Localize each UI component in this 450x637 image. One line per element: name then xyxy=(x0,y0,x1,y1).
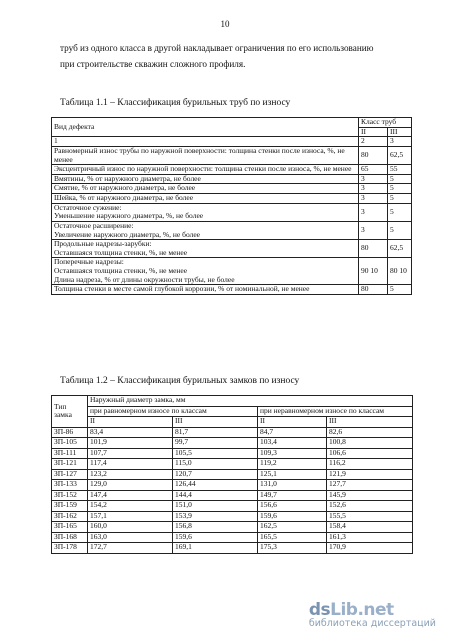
joint-type-cell: ЗП-111 xyxy=(52,448,88,459)
uniform-III-cell: 159,6 xyxy=(173,532,258,543)
joint-type-cell: ЗП-162 xyxy=(52,511,88,522)
table-row xyxy=(52,438,413,449)
class-III-cell: 80 10 xyxy=(388,258,412,285)
table-row xyxy=(52,511,413,522)
class-II-cell: 3 xyxy=(359,174,388,184)
table-header-row xyxy=(52,396,413,407)
nonuniform-II-cell: 109,3 xyxy=(258,448,327,459)
nonuniform-II-cell: 131,0 xyxy=(258,480,327,491)
nonuniform-II-cell: 119,2 xyxy=(258,459,327,470)
dslib-watermark xyxy=(309,600,436,629)
dslib-logo xyxy=(309,600,436,620)
defect-cell: Остаточное сужение: Уменьшение наружного диаметра, %, не более xyxy=(52,203,359,221)
watermark-tagline: библиотека диссертаций xyxy=(308,618,436,629)
class-II-cell: 80 xyxy=(359,285,388,295)
class-III-cell: 5 xyxy=(388,174,412,184)
defect-cell: Шейка, % от наружного диаметра, не более xyxy=(52,194,359,204)
table-row xyxy=(52,469,413,480)
uniform-III-cell: 105,5 xyxy=(173,448,258,459)
table2-caption: Таблица 1.2 – Классификация бурильных замков по износу xyxy=(60,376,300,386)
class-II-cell: 80 xyxy=(359,240,388,258)
uniform-III-cell: 153,9 xyxy=(173,511,258,522)
class-II-cell: 80 xyxy=(359,146,388,164)
joint-type-cell: ЗП-121 xyxy=(52,459,88,470)
table-row xyxy=(52,240,412,258)
uniform-II-cell: 129,0 xyxy=(88,480,173,491)
uniform-III-cell: 120,7 xyxy=(173,469,258,480)
class-III-cell: 3 xyxy=(388,137,412,147)
table1-caption: Таблица 1.1 – Классификация бурильных труб по износу xyxy=(60,98,291,108)
uniform-III-cell: 81,7 xyxy=(173,427,258,438)
class-II-cell: 3 xyxy=(359,194,388,204)
defect-cell: Поперечные надрезы: Оставшаяся толщина стенки, %, не менее Длина надреза, % от длины окружности трубы, не более xyxy=(52,258,359,285)
joint-type-cell: ЗП-105 xyxy=(52,438,88,449)
nonuniform-III-cell: 152,6 xyxy=(327,501,413,512)
logo-prefix: ds xyxy=(308,600,331,620)
table-row xyxy=(52,427,413,438)
uniform-III-cell: 115,0 xyxy=(173,459,258,470)
class-III-cell: 5 xyxy=(388,221,412,239)
uniform-II-cell: 163,0 xyxy=(88,532,173,543)
nonuniform-II-cell: 159,6 xyxy=(258,511,327,522)
uniform-II-cell: 147,4 xyxy=(88,490,173,501)
uniform-II-cell: 172,7 xyxy=(88,543,173,554)
body-paragraph xyxy=(60,40,422,72)
class-II-cell: 3 xyxy=(359,221,388,239)
nonuniform-III-cell: 145,9 xyxy=(327,490,413,501)
uniform-II-cell: 117,4 xyxy=(88,459,173,470)
nonuniform-II-cell: 149,7 xyxy=(258,490,327,501)
paragraph-line-1: труб из одного класса в другой накладывает ограничения по его использованию xyxy=(60,43,374,53)
class-III-cell: 5 xyxy=(388,203,412,221)
table-row xyxy=(52,203,412,221)
header-uniform-wear: при равномерном износе по классам xyxy=(88,406,258,417)
class-II-cell: 65 xyxy=(359,165,388,175)
class-III-cell: 62,5 xyxy=(388,146,412,164)
joint-type-cell: ЗП-159 xyxy=(52,501,88,512)
class-III-cell: 5 xyxy=(388,194,412,204)
header-joint-type: Тип замка xyxy=(52,396,88,428)
nonuniform-II-cell: 84,7 xyxy=(258,427,327,438)
nonuniform-III-cell: 100,8 xyxy=(327,438,413,449)
nonuniform-II-cell: 103,4 xyxy=(258,438,327,449)
defect-cell: Равномерный износ трубы по наружной поверхности: толщина стенки после износа, %, не менее xyxy=(52,146,359,164)
table-row xyxy=(52,532,413,543)
uniform-II-cell: 107,7 xyxy=(88,448,173,459)
joint-type-cell: ЗП-168 xyxy=(52,532,88,543)
uniform-II-cell: 160,0 xyxy=(88,522,173,533)
uniform-III-cell: 156,8 xyxy=(173,522,258,533)
paragraph-line-2: при строительстве скважин сложного профиля. xyxy=(60,59,246,69)
nonuniform-III-cell: 155,5 xyxy=(327,511,413,522)
table-row xyxy=(52,137,412,147)
joint-type-cell: ЗП-86 xyxy=(52,427,88,438)
uniform-III-cell: 151,0 xyxy=(173,501,258,512)
uniform-III-cell: 126,44 xyxy=(173,480,258,491)
nonuniform-II-cell: 162,5 xyxy=(258,522,327,533)
table-row xyxy=(52,543,413,554)
table-header-row xyxy=(52,118,412,128)
nonuniform-II-cell: 175,3 xyxy=(258,543,327,554)
table-row xyxy=(52,480,413,491)
header-pipe-class: Класс труб xyxy=(359,118,412,128)
table-row xyxy=(52,221,412,239)
nonuniform-III-cell: 170,9 xyxy=(327,543,413,554)
nonuniform-III-cell: 106,6 xyxy=(327,448,413,459)
nonuniform-III-cell: 82,6 xyxy=(327,427,413,438)
class-III-cell: 5 xyxy=(388,285,412,295)
uniform-III-cell: 144,4 xyxy=(173,490,258,501)
uniform-II-cell: 123,2 xyxy=(88,469,173,480)
table-row xyxy=(52,194,412,204)
uniform-II-cell: 154,2 xyxy=(88,501,173,512)
table-row xyxy=(52,490,413,501)
header-defect-type: Вид дефекта xyxy=(52,118,359,137)
header-nonuniform-wear: при неравномерном износе по классам xyxy=(258,406,413,417)
defect-cell: Продольные надрезы-зарубки: Оставшаяся толщина стенки, %, не менее xyxy=(52,240,359,258)
table-row xyxy=(52,146,412,164)
table-row xyxy=(52,522,413,533)
nonuniform-III-cell: 161,3 xyxy=(327,532,413,543)
class-II-cell: 3 xyxy=(359,203,388,221)
uniform-II-cell: 83,4 xyxy=(88,427,173,438)
uniform-II-cell: 157,1 xyxy=(88,511,173,522)
joint-type-cell: ЗП-133 xyxy=(52,480,88,491)
header-nonuniform-II: II xyxy=(258,417,327,428)
header-outer-diameter: Наружный диаметр замка, мм xyxy=(88,396,413,407)
table-row xyxy=(52,459,413,470)
uniform-III-cell: 169,1 xyxy=(173,543,258,554)
header-nonuniform-III: III xyxy=(327,417,413,428)
nonuniform-III-cell: 158,4 xyxy=(327,522,413,533)
defect-cell: Вмятины, % от наружного диаметра, не более xyxy=(52,174,359,184)
page-number: 10 xyxy=(220,19,230,29)
joint-type-cell: ЗП-178 xyxy=(52,543,88,554)
nonuniform-II-cell: 125,1 xyxy=(258,469,327,480)
table-row xyxy=(52,285,412,295)
defect-cell: Толщина стенки в месте самой глубокой коррозии, % от номинальной, не менее xyxy=(52,285,359,295)
table-row xyxy=(52,165,412,175)
uniform-II-cell: 101,9 xyxy=(88,438,173,449)
header-class-III: III xyxy=(388,127,412,137)
table-row xyxy=(52,501,413,512)
joint-type-cell: ЗП-165 xyxy=(52,522,88,533)
pipe-wear-classification-table xyxy=(51,117,412,295)
nonuniform-III-cell: 116,2 xyxy=(327,459,413,470)
defect-cell: Остаточное расширение: Увеличение наружного диаметра, %, не более xyxy=(52,221,359,239)
nonuniform-III-cell: 127,7 xyxy=(327,480,413,491)
class-II-cell: 3 xyxy=(359,184,388,194)
header-uniform-III: III xyxy=(173,417,258,428)
nonuniform-III-cell: 121,9 xyxy=(327,469,413,480)
nonuniform-II-cell: 165,5 xyxy=(258,532,327,543)
table-row xyxy=(52,258,412,285)
class-II-cell: 2 xyxy=(359,137,388,147)
defect-cell: Эксцентричный износ по наружной поверхности: толщина стенки после износа, %, не менее xyxy=(52,165,359,175)
class-III-cell: 5 xyxy=(388,184,412,194)
table-row xyxy=(52,448,413,459)
class-III-cell: 55 xyxy=(388,165,412,175)
defect-cell: 1 xyxy=(52,137,359,147)
logo-rest: Lib.net xyxy=(330,600,394,620)
joint-type-cell: ЗП-152 xyxy=(52,490,88,501)
table-subheader-row xyxy=(52,406,413,417)
table-class-row xyxy=(52,417,413,428)
joint-type-cell: ЗП-127 xyxy=(52,469,88,480)
uniform-III-cell: 99,7 xyxy=(173,438,258,449)
class-III-cell: 62,5 xyxy=(388,240,412,258)
nonuniform-II-cell: 156,6 xyxy=(258,501,327,512)
header-uniform-II: II xyxy=(88,417,173,428)
tool-joint-wear-classification-table xyxy=(51,395,413,554)
defect-cell: Смятие, % от наружного диаметра, не более xyxy=(52,184,359,194)
header-class-II: II xyxy=(359,127,388,137)
class-II-cell: 90 10 xyxy=(359,258,388,285)
